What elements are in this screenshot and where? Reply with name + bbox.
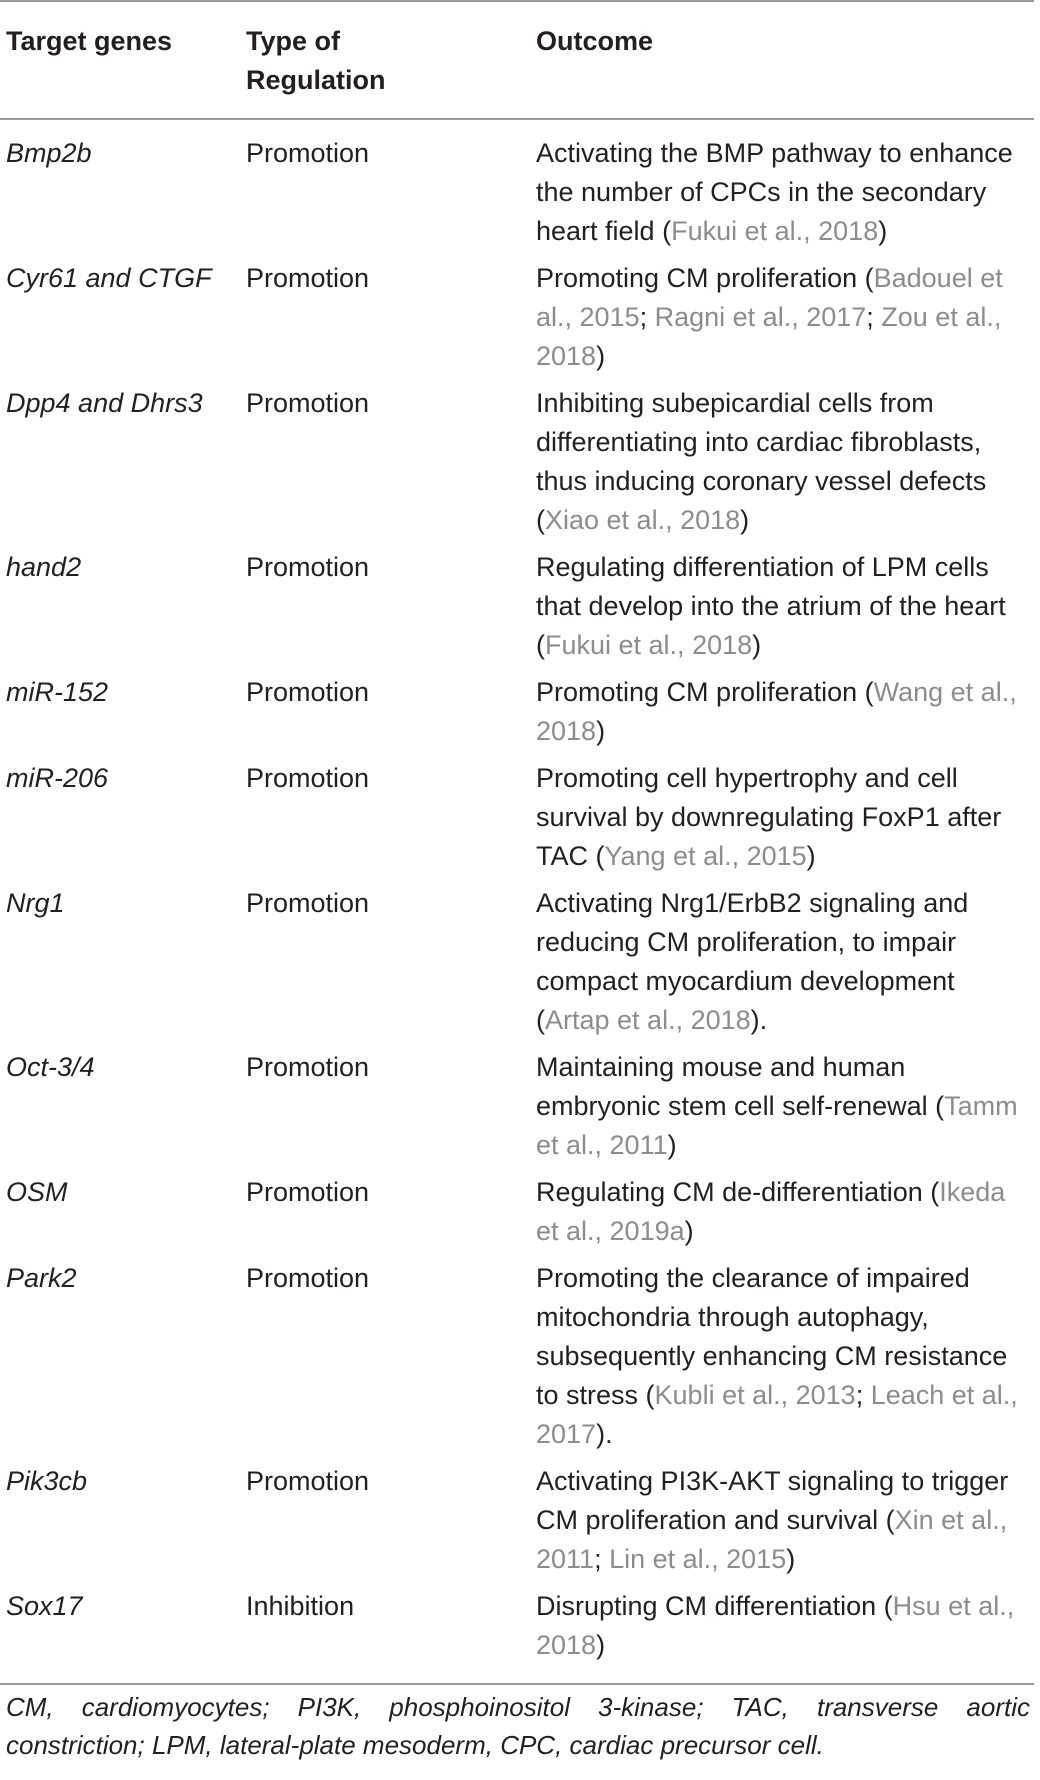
cell-target-gene: Dpp4 and Dhrs3 bbox=[6, 388, 203, 418]
outcome-text: Inhibiting subepicardial cells from differentiating into cardiac fibroblasts, thus inducing coronary vessel defects ( bbox=[536, 388, 987, 535]
citation-link[interactable]: Kubli et al., 2013 bbox=[654, 1380, 856, 1410]
citation-link[interactable]: Zou et al., 2018 bbox=[536, 302, 1002, 371]
citation-link[interactable]: Yang et al., 2015 bbox=[604, 841, 807, 871]
cell-regulation-type: Promotion bbox=[246, 1052, 370, 1082]
outcome-text: ) bbox=[596, 716, 606, 746]
cell-regulation-type: Promotion bbox=[246, 552, 370, 582]
cell-outcome bbox=[530, 259, 1034, 384]
table-row bbox=[0, 548, 1034, 673]
outcome-text: ) bbox=[878, 216, 888, 246]
table-row bbox=[0, 1259, 1034, 1462]
outcome-text: ; bbox=[594, 1544, 610, 1574]
cell-outcome bbox=[530, 1259, 1034, 1462]
outcome-text: Promoting CM proliferation ( bbox=[536, 677, 874, 707]
cell-regulation-type: Promotion bbox=[246, 888, 370, 918]
cell-target-gene: Sox17 bbox=[0, 1587, 240, 1684]
table-footnote: CM, cardiomyocytes; PI3K, phosphoinositol 3-kinase; TAC, transverse aortic constriction; LPM, lateral-plate mesoderm, CPC, cardiac precursor cell. bbox=[6, 1692, 1030, 1760]
citation-link[interactable]: Leach et al., 2017 bbox=[536, 1380, 1018, 1449]
table-row bbox=[0, 259, 1034, 384]
header-outcome: Outcome bbox=[530, 1, 1034, 119]
table-body bbox=[0, 119, 1034, 1684]
outcome-text: Activating PI3K-AKT signaling to trigger CM proliferation and survival ( bbox=[536, 1466, 1009, 1535]
cell-target-gene: Oct-3/4 bbox=[6, 1052, 95, 1082]
cell-target-gene: Pik3cb bbox=[6, 1466, 88, 1496]
cell-regulation-type: Promotion bbox=[246, 1466, 370, 1496]
outcome-text: Maintaining mouse and human embryonic stem cell self-renewal ( bbox=[536, 1052, 945, 1121]
outcome-text: ; bbox=[855, 1380, 871, 1410]
cell-target-gene: Cyr61 and CTGF bbox=[6, 263, 212, 293]
table-row bbox=[0, 759, 1034, 884]
table-row bbox=[0, 1048, 1034, 1173]
cell-regulation-type: Promotion bbox=[246, 677, 370, 707]
outcome-text: ). bbox=[596, 1419, 613, 1449]
citation-link[interactable]: Badouel et al., 2015 bbox=[536, 263, 1003, 332]
outcome-text: ) bbox=[740, 505, 750, 535]
outcome-text: ) bbox=[752, 630, 762, 660]
outcome-text: ) bbox=[684, 1216, 694, 1246]
header-regulation-line1: Type of bbox=[246, 26, 340, 56]
outcome-text: Promoting CM proliferation ( bbox=[536, 263, 874, 293]
cell-outcome bbox=[530, 1048, 1034, 1173]
table-row bbox=[0, 384, 1034, 548]
cell-regulation-type: Promotion bbox=[246, 263, 370, 293]
outcome-text: ) bbox=[596, 341, 606, 371]
cell-outcome bbox=[530, 119, 1034, 259]
cell-target-gene: Bmp2b bbox=[6, 138, 92, 168]
outcome-text: ; bbox=[866, 302, 882, 332]
table-row bbox=[0, 1462, 1034, 1587]
citation-link[interactable]: Ikeda et al., 2019a bbox=[536, 1177, 1006, 1246]
outcome-text: Promoting the clearance of impaired mitochondria through autophagy, subsequently enhancing CM resistance to stress ( bbox=[536, 1263, 1008, 1410]
outcome-text: ) bbox=[786, 1544, 796, 1574]
cell-outcome bbox=[530, 548, 1034, 673]
outcome-text: Activating Nrg1/ErbB2 signaling and reducing CM proliferation, to impair compact myocardium development ( bbox=[536, 888, 969, 1035]
table-row bbox=[0, 1587, 1034, 1684]
cell-regulation-type: Promotion bbox=[246, 138, 370, 168]
citation-link[interactable]: Tamm et al., 2011 bbox=[536, 1091, 1018, 1160]
table-header bbox=[0, 1, 1034, 119]
cell-regulation-type: Promotion bbox=[246, 1177, 370, 1207]
cell-outcome bbox=[530, 1173, 1034, 1259]
cell-target-gene: Park2 bbox=[6, 1263, 77, 1293]
outcome-text: Disrupting CM differentiation ( bbox=[536, 1591, 893, 1621]
outcome-text: Promoting cell hypertrophy and cell survival by downregulating FoxP1 after TAC ( bbox=[536, 763, 1002, 871]
outcome-text: ). bbox=[750, 1005, 768, 1035]
cell-outcome bbox=[530, 1587, 1034, 1684]
outcome-text: ) bbox=[667, 1130, 677, 1160]
header-row bbox=[0, 1, 1034, 119]
cell-outcome bbox=[530, 384, 1034, 548]
table-row bbox=[0, 1173, 1034, 1259]
outcome-text: ) bbox=[806, 841, 816, 871]
outcome-text: Activating the BMP pathway to enhance the number of CPCs in the secondary heart field ( bbox=[536, 138, 1013, 246]
cell-regulation-type: Inhibition bbox=[240, 1587, 530, 1684]
citation-link[interactable]: Ragni et al., 2017 bbox=[654, 302, 867, 332]
header-type-of-regulation bbox=[240, 1, 530, 119]
citation-link[interactable]: Artap et al., 2018 bbox=[545, 1005, 751, 1035]
cell-target-gene: miR-206 bbox=[6, 763, 109, 793]
header-target-genes: Target genes bbox=[0, 1, 240, 119]
citation-link[interactable]: Fukui et al., 2018 bbox=[545, 630, 753, 660]
cell-outcome bbox=[530, 884, 1034, 1048]
citation-link[interactable]: Xin et al., 2011 bbox=[536, 1505, 1008, 1574]
citation-link[interactable]: Lin et al., 2015 bbox=[609, 1544, 787, 1574]
citation-link[interactable]: Fukui et al., 2018 bbox=[671, 216, 879, 246]
table-row bbox=[0, 673, 1034, 759]
cell-target-gene: hand2 bbox=[6, 552, 82, 582]
citation-link[interactable]: Wang et al., 2018 bbox=[536, 677, 1017, 746]
cell-regulation-type: Promotion bbox=[246, 388, 370, 418]
cell-target-gene: Nrg1 bbox=[6, 888, 65, 918]
table-row bbox=[0, 119, 1034, 259]
citation-link[interactable]: Xiao et al., 2018 bbox=[545, 505, 741, 535]
table-row bbox=[0, 884, 1034, 1048]
cell-regulation-type: Promotion bbox=[246, 763, 370, 793]
outcome-text: Regulating differentiation of LPM cells that develop into the atrium of the heart ( bbox=[536, 552, 1006, 660]
header-regulation-line2: Regulation bbox=[246, 65, 386, 95]
cell-outcome bbox=[530, 759, 1034, 884]
cell-outcome bbox=[530, 673, 1034, 759]
citation-link[interactable]: Hsu et al., 2018 bbox=[536, 1591, 1015, 1660]
cell-outcome bbox=[530, 1462, 1034, 1587]
outcome-text: ; bbox=[639, 302, 655, 332]
outcome-text: Regulating CM de-differentiation ( bbox=[536, 1177, 940, 1207]
cell-target-gene: miR-152 bbox=[6, 677, 109, 707]
cell-target-gene: OSM bbox=[6, 1177, 68, 1207]
outcome-text: ) bbox=[596, 1630, 606, 1660]
cell-regulation-type: Promotion bbox=[246, 1263, 370, 1293]
